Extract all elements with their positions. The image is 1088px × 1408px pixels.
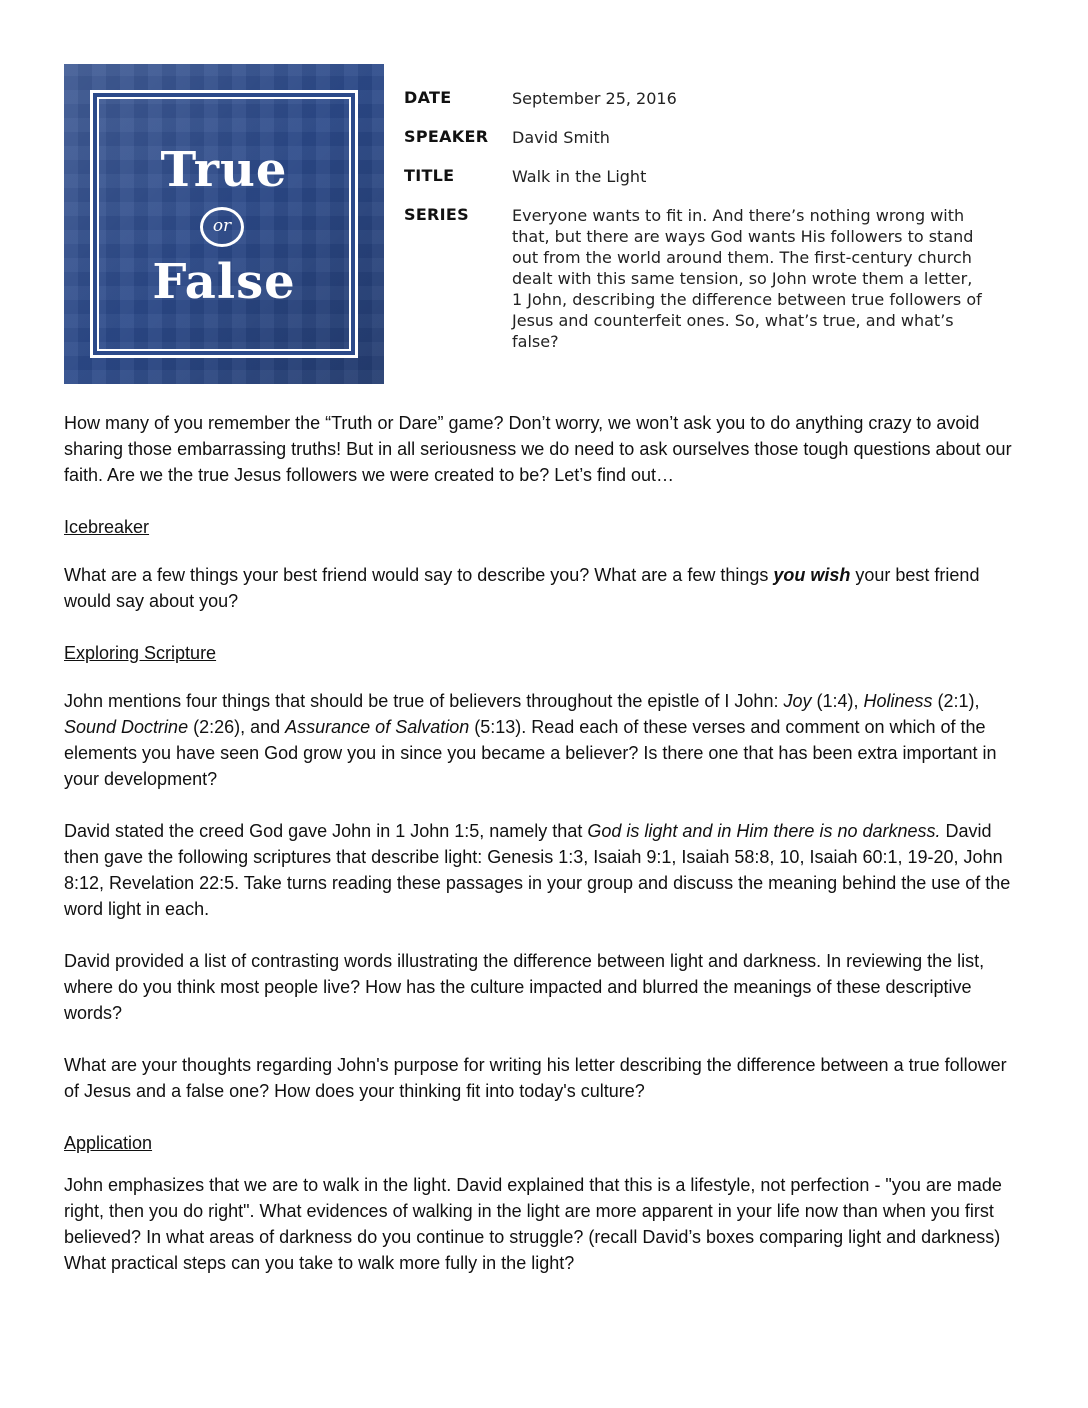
- speaker-value: David Smith: [512, 128, 610, 147]
- logo-or-circle: [200, 207, 244, 247]
- series-label: SERIES: [404, 205, 469, 224]
- sound-doctrine-term: Sound Doctrine: [64, 717, 189, 737]
- sermon-info: [404, 88, 1004, 370]
- p1-text-c: (2:1),: [932, 691, 980, 711]
- exploring-paragraph-2: [64, 818, 1024, 922]
- icebreaker-text-2: your best friend would say about you?: [64, 565, 980, 611]
- date-row: [404, 88, 1004, 109]
- series-row: [404, 205, 1004, 352]
- joy-term: Joy: [783, 691, 812, 711]
- icebreaker-question: [64, 562, 1024, 614]
- title-row: [404, 166, 1004, 187]
- series-logo: [64, 64, 384, 384]
- date-value: September 25, 2016: [512, 89, 677, 108]
- icebreaker-text-1: What are a few things your best friend would say to describe you? What are a few things: [64, 565, 774, 585]
- p2-text-b: David then gave the following scriptures that describe light: Genesis 1:3, Isaiah 9:1, Isaiah 58:8, 10, Isaiah 60:1, 19-20, John 8:12, Revelation 22:5. Take turns reading these passages in your group and discuss the meaning behind the use of the word light in each.: [64, 821, 1011, 919]
- p1-text-e: (5:13). Read each of these verses and comment on which of the elements you have seen God grow you in since you became a believer? Is there one that has been extra important in your development?: [64, 717, 997, 789]
- study-guide-body: [64, 410, 1024, 1298]
- speaker-label: SPEAKER: [404, 127, 489, 146]
- creed-quote: God is light and in Him there is no darkness.: [587, 821, 941, 841]
- logo-word-true: True: [160, 142, 288, 198]
- p1-text-a: John mentions four things that should be true of believers throughout the epistle of I John:: [64, 691, 784, 711]
- holiness-term: Holiness: [863, 691, 933, 711]
- exploring-paragraph-4: What are your thoughts regarding John's purpose for writing his letter describing the difference between a true follower of Jesus and a false one? How does your thinking fit into today's culture?: [64, 1055, 1007, 1101]
- exploring-paragraph-3: David provided a list of contrasting words illustrating the difference between light and darkness. In reviewing the list, where do you think most people live? How has the culture impacted and blurred the meanings of these descriptive words?: [64, 951, 985, 1023]
- icebreaker-heading: Icebreaker: [64, 517, 150, 537]
- p1-text-d: (2:26), and: [188, 717, 286, 737]
- intro-paragraph: How many of you remember the “Truth or Dare” game? Don’t worry, we won’t ask you to do anything crazy to avoid sharing those embarrassing truths! But in all seriousness we do need to ask ourselves those tough questions about our faith. Are we the true Jesus followers we were created to be? Let’s find out…: [64, 413, 1012, 485]
- application-heading: Application: [64, 1133, 153, 1153]
- assurance-term: Assurance of Salvation: [285, 717, 470, 737]
- series-description: Everyone wants to fit in. And there’s nothing wrong with that, but there are ways God wants His followers to stand out from the world around them. The first-century church dealt with this same tension, so John wrote them a letter, 1 John, describing the difference between true followers of Jesus and counterfeit ones. So, what’s true, and what’s false?: [512, 206, 982, 351]
- exploring-paragraph-1: [64, 688, 1024, 792]
- exploring-scripture-heading: Exploring Scripture: [64, 643, 217, 663]
- title-value: Walk in the Light: [512, 167, 647, 186]
- application-paragraph: John emphasizes that we are to walk in the light. David explained that this is a lifestyle, not perfection - "you are made right, then you do right". What evidences of walking in the light are more apparent in your life now than when you first believed? In what areas of darkness do you continue to struggle? (recall David’s boxes comparing light and darkness) What practical steps can you take to walk more fully in the light?: [64, 1175, 1002, 1273]
- p2-text-a: David stated the creed God gave John in 1 John 1:5, namely that: [64, 821, 588, 841]
- p1-text-b: (1:4),: [811, 691, 864, 711]
- speaker-row: [404, 127, 1004, 148]
- logo-word-or: or: [212, 216, 232, 236]
- icebreaker-emphasis: you wish: [773, 565, 851, 585]
- logo-word-false: False: [152, 254, 296, 310]
- title-label: TITLE: [404, 166, 455, 185]
- date-label: DATE: [404, 88, 452, 107]
